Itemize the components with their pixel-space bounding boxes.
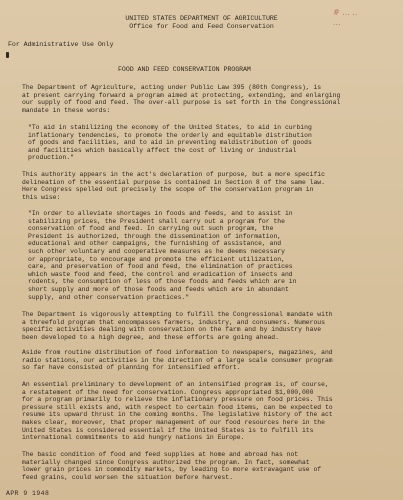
text-line: Here Congress spelled out precisely the scope of the conservation program in — [22, 186, 314, 194]
text-line: delineation of the essential purpose is contained in Section 8 of the same law. — [22, 178, 325, 186]
text-line: production." — [28, 154, 75, 162]
text-line: feed grains, could worsen the situation before harvest. — [22, 473, 233, 481]
text-line: rodents, the consumption of less of those foods and feeds which are in — [28, 278, 297, 286]
text-line: international commitments to aid hungry nations in Europe. — [22, 434, 245, 442]
date-stamp: APR 9 1948 — [6, 490, 50, 497]
document-title: FOOD AND FEED CONSERVATION PROGRAM — [118, 66, 251, 73]
handwritten-note: # ... .. ... — [333, 8, 358, 27]
text-line: our supply of food and feed. The over-all purpose is set forth in the Congressional — [22, 99, 341, 107]
text-line: Aside from routine distribution of food information to newspapers, magazines, and — [22, 349, 333, 356]
text-line: conservation of food and feed. In carrying out such program, the — [28, 225, 274, 233]
restriction-label: For Administrative Use Only — [8, 41, 114, 48]
text-line: which waste food and feed, the control and eradication of insects and — [28, 270, 293, 278]
text-line: The Department of Agriculture, acting under Public Law 395 (80th Congress), is — [22, 84, 322, 91]
text-line: pressure still exists and, with respect to certain food items, can be expected to — [22, 403, 333, 411]
text-line: educational and other campaigns, the furnishing of assistance, and — [28, 240, 282, 248]
text-line: supply, and other conservation practices." — [28, 293, 190, 301]
text-line: care, and preservation of food and feed, the elimination of practices — [28, 263, 293, 271]
text-line: United States is considered essential if the United States is to fulfill its — [22, 426, 314, 434]
text-line: mandate in these words: — [22, 106, 111, 114]
paragraph-threefold — [22, 311, 394, 341]
text-line: An essential preliminary to development of an intensified program is, of course, — [22, 381, 329, 388]
paragraph-routine — [22, 349, 394, 372]
paragraph-basic-condition — [22, 451, 394, 481]
text-line: of goods and facilities, and to aid in preventing maldistribution of goods — [28, 139, 312, 147]
text-line: lower grain prices in commodity markets, by leading to more extravagant use of — [22, 466, 322, 474]
paragraph-preliminary — [22, 381, 394, 442]
paragraph-authority — [22, 171, 394, 201]
text-line: resume its upward thrust in the coming months. The legislative history of the act — [22, 411, 333, 419]
text-line: short supply and more of those foods and feeds which are in abundant — [28, 285, 289, 293]
bullet-mark — [6, 52, 9, 58]
text-line: and facilities which basically affect the cost of living or industrial — [28, 146, 297, 154]
text-line: for a program primarily to relieve the inflationary pressure on food prices. This — [22, 396, 333, 404]
text-line: "To aid in stabilizing the economy of the United States, to aid in curbing — [28, 124, 312, 131]
text-line: at present carrying forward a program aimed at protecting, extending, and enlarging — [22, 91, 341, 99]
text-line: "In order to alleviate shortages in foods and feeds, and to assist in — [28, 210, 293, 217]
office-heading: Office for Food and Feed Conservation — [129, 23, 274, 30]
text-line: specific activities dealing with conservation on the farm and by industry have — [22, 326, 322, 334]
agency-heading: UNITED STATES DEPARTMENT OF AGRICULTURE — [125, 15, 278, 22]
text-line: stabilizing prices, the President shall carry out a program for the — [28, 217, 285, 225]
text-line: this wise: — [22, 193, 61, 201]
paragraph-intro — [22, 84, 394, 114]
quote-purpose — [28, 124, 388, 162]
text-line: inflationary tendencies, to promote the orderly and equitable distribution — [28, 131, 312, 139]
text-line: President is authorized, through the dissemination of information, — [28, 232, 282, 240]
text-line: such other voluntary and cooperative measures as he deems necessary — [28, 247, 285, 255]
text-line: makes clear, moreover, that proper management of our food resources here in the — [22, 418, 325, 426]
text-line: The basic condition of food and feed supplies at home and abroad has not — [22, 451, 299, 458]
text-line: materially changed since Congress authorized the program. In fact, somewhat — [22, 458, 310, 466]
text-line: a restatement of the need for conservation. Congress appropriated $1,000,000 — [22, 388, 314, 396]
text-line: so far have consisted of planning for intensified effort. — [22, 364, 241, 372]
text-line: This authority appears in the act's declaration of purpose, but a more specific — [22, 171, 325, 178]
text-line: The Department is vigorously attempting to fulfill the Congressional mandate with — [22, 311, 333, 318]
text-line: been developed to a high degree, and these efforts are going ahead. — [22, 333, 279, 341]
text-line: radio stations, our activities in the direction of a large scale consumer program — [22, 356, 333, 364]
quote-section-8 — [28, 210, 388, 301]
text-line: a threefold program that encompasses farmers, industry, and consumers. Numerous — [22, 318, 325, 326]
text-line: or appropriate, to encourage and promote the efficient utilization, — [28, 255, 285, 263]
